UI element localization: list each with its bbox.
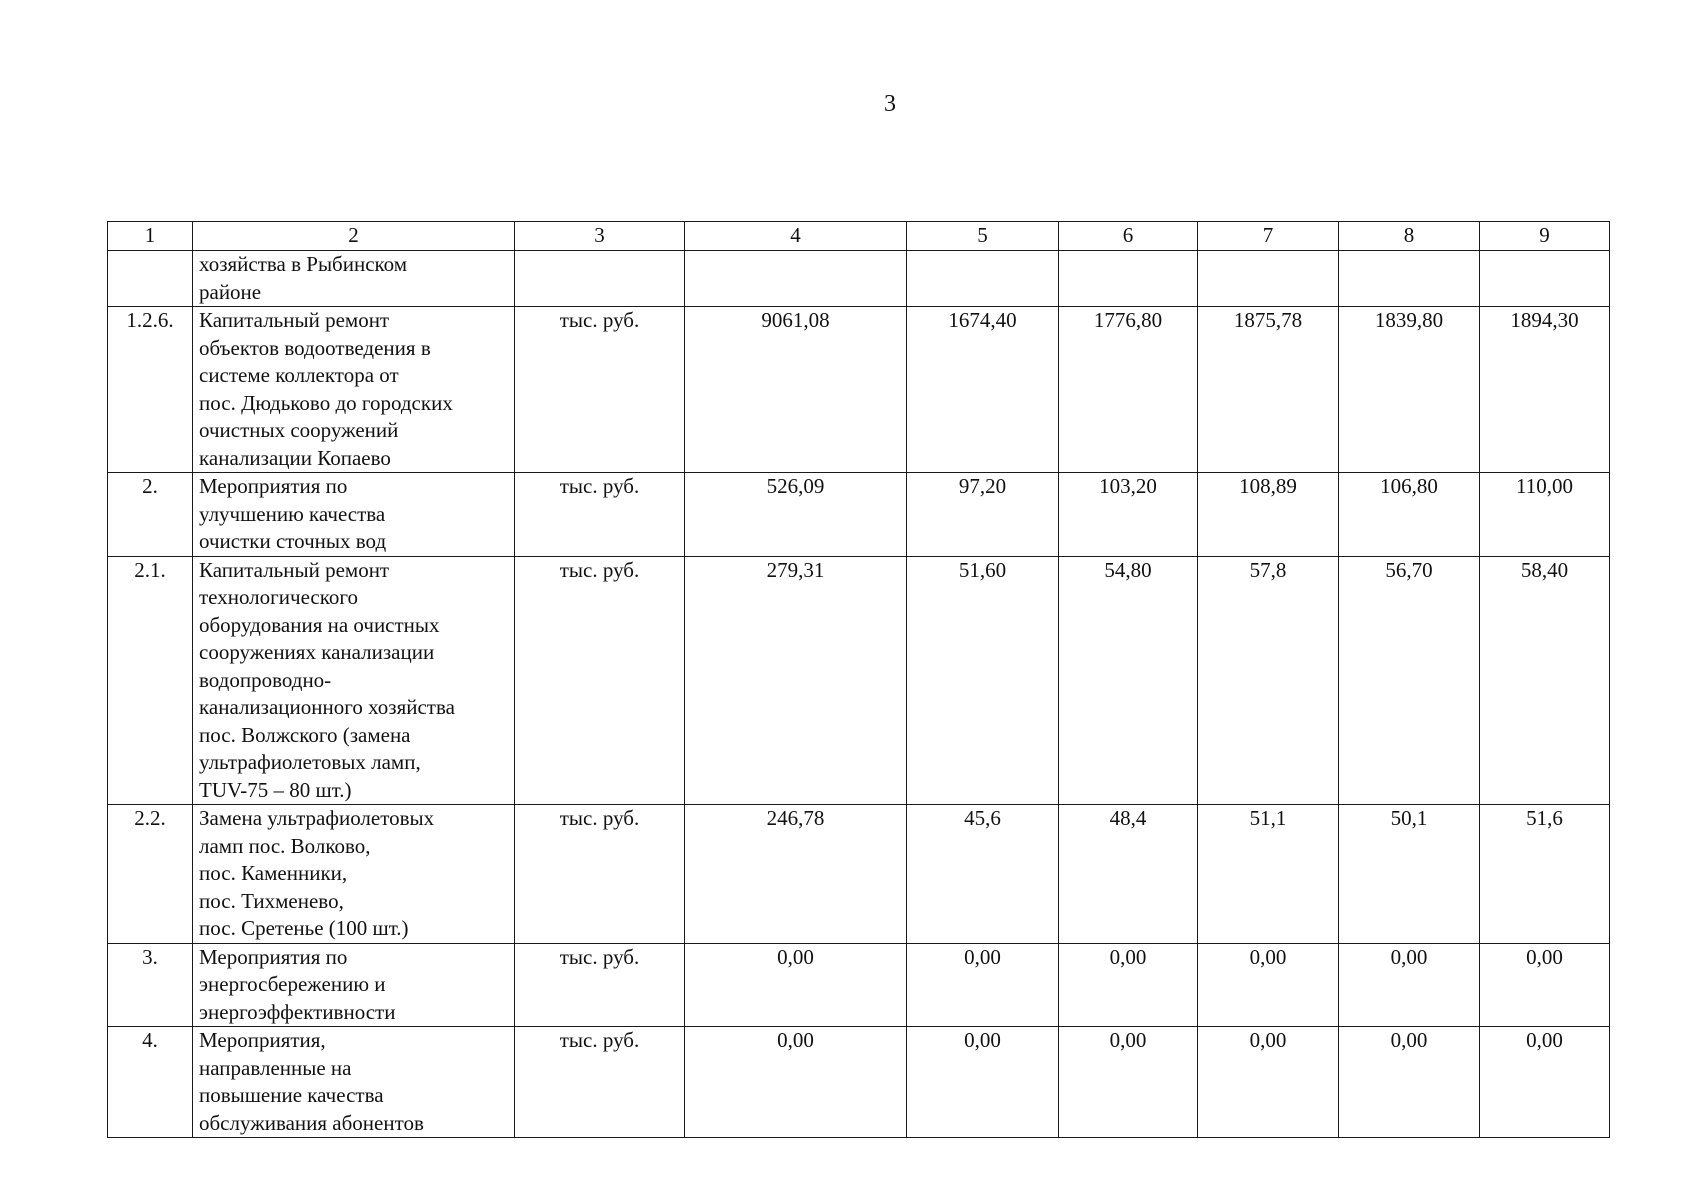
row-value-cell-col-4: 0,00 bbox=[685, 943, 907, 1027]
row-name-cell bbox=[193, 1027, 515, 1138]
column-number-header-row bbox=[108, 222, 1610, 251]
row-name-line: Замена ультрафиолетовых bbox=[199, 806, 435, 830]
row-value-cell-col-8: 50,1 bbox=[1339, 805, 1480, 944]
row-value-cell-col-8: 56,70 bbox=[1339, 556, 1480, 805]
row-value-cell-col-9: 0,00 bbox=[1480, 1027, 1610, 1138]
row-value-cell-col-4 bbox=[685, 251, 907, 307]
row-value-cell-col-4: 246,78 bbox=[685, 805, 907, 944]
row-unit-cell: тыс. руб. bbox=[515, 943, 685, 1027]
row-name-cell bbox=[193, 805, 515, 944]
row-name-line: Капитальный ремонт bbox=[199, 557, 390, 582]
row-value-cell-col-6: 103,20 bbox=[1059, 473, 1198, 557]
column-header-7: 7 bbox=[1198, 222, 1339, 251]
row-value-cell-col-9 bbox=[1480, 251, 1610, 307]
row-name-line: пос. Тихменево, bbox=[199, 888, 344, 913]
row-value-cell-col-4: 526,09 bbox=[685, 473, 907, 557]
row-name-cell bbox=[193, 556, 515, 805]
row-value-cell-col-5: 1674,40 bbox=[907, 307, 1059, 473]
row-value-cell-col-8: 0,00 bbox=[1339, 1027, 1480, 1138]
row-value-cell-col-5: 97,20 bbox=[907, 473, 1059, 557]
column-header-3: 3 bbox=[515, 222, 685, 251]
column-header-6: 6 bbox=[1059, 222, 1198, 251]
row-value-cell-col-7: 51,1 bbox=[1198, 805, 1339, 944]
row-name-line: улучшению качества bbox=[199, 501, 386, 526]
row-name-line: системе коллектора от bbox=[199, 363, 399, 387]
row-number-cell: 2. bbox=[108, 473, 193, 557]
row-value-cell-col-4: 9061,08 bbox=[685, 307, 907, 473]
table-row bbox=[108, 805, 1610, 944]
row-name-line: пос. Сретенье (100 шт.) bbox=[199, 916, 409, 940]
row-value-cell-col-7: 0,00 bbox=[1198, 943, 1339, 1027]
row-name-line: ультрафиолетовых ламп, bbox=[199, 750, 421, 774]
row-number-cell bbox=[108, 251, 193, 307]
column-header-1: 1 bbox=[108, 222, 193, 251]
row-name-line: энергоэффективности bbox=[199, 999, 396, 1024]
row-name-line: TUV-75 – 80 шт.) bbox=[199, 777, 352, 802]
row-value-cell-col-9: 0,00 bbox=[1480, 943, 1610, 1027]
row-value-cell-col-6: 0,00 bbox=[1059, 943, 1198, 1027]
column-header-5: 5 bbox=[907, 222, 1059, 251]
row-name-line: Мероприятия по bbox=[199, 474, 348, 498]
row-unit-cell: тыс. руб. bbox=[515, 307, 685, 473]
row-name-cell bbox=[193, 943, 515, 1027]
row-unit-cell: тыс. руб. bbox=[515, 556, 685, 805]
row-name-line: канализационного хозяйства bbox=[199, 695, 455, 719]
row-value-cell-col-8: 106,80 bbox=[1339, 473, 1480, 557]
row-name-line: пос. Дюдьково до городских bbox=[199, 390, 453, 415]
row-name-line: оборудования на очистных bbox=[199, 612, 440, 637]
row-value-cell-col-4: 0,00 bbox=[685, 1027, 907, 1138]
row-name-cell bbox=[193, 251, 515, 307]
row-value-cell-col-5: 0,00 bbox=[907, 943, 1059, 1027]
row-value-cell-col-8 bbox=[1339, 251, 1480, 307]
column-header-9: 9 bbox=[1480, 222, 1610, 251]
row-value-cell-col-7: 57,8 bbox=[1198, 556, 1339, 805]
expenditure-table bbox=[107, 221, 1610, 1138]
row-unit-cell bbox=[515, 251, 685, 307]
row-value-cell-col-4: 279,31 bbox=[685, 556, 907, 805]
row-unit-cell: тыс. руб. bbox=[515, 473, 685, 557]
row-value-cell-col-5: 0,00 bbox=[907, 1027, 1059, 1138]
row-name-line: повышение качества bbox=[199, 1083, 384, 1107]
row-name-line: объектов водоотведения в bbox=[199, 335, 431, 360]
row-value-cell-col-8: 0,00 bbox=[1339, 943, 1480, 1027]
row-name-cell bbox=[193, 307, 515, 473]
row-name-line: канализации Копаево bbox=[199, 445, 391, 470]
row-name-line: технологического bbox=[199, 585, 358, 609]
row-value-cell-col-7 bbox=[1198, 251, 1339, 307]
row-value-cell-col-9: 1894,30 bbox=[1480, 307, 1610, 473]
row-name-line: обслуживания абонентов bbox=[199, 1110, 424, 1135]
row-number-cell: 3. bbox=[108, 943, 193, 1027]
row-value-cell-col-6: 54,80 bbox=[1059, 556, 1198, 805]
row-name-line: направленные на bbox=[199, 1055, 352, 1080]
table-row bbox=[108, 943, 1610, 1027]
table-row bbox=[108, 1027, 1610, 1138]
row-value-cell-col-7: 0,00 bbox=[1198, 1027, 1339, 1138]
row-name-line: ламп пос. Волково, bbox=[199, 833, 371, 858]
row-value-cell-col-6 bbox=[1059, 251, 1198, 307]
row-name-line: Мероприятия, bbox=[199, 1028, 326, 1052]
expenditure-table-container bbox=[107, 221, 1610, 1138]
column-header-2: 2 bbox=[193, 222, 515, 251]
row-value-cell-col-9: 110,00 bbox=[1480, 473, 1610, 557]
row-value-cell-col-9: 51,6 bbox=[1480, 805, 1610, 944]
row-name-cell bbox=[193, 473, 515, 557]
row-value-cell-col-6: 1776,80 bbox=[1059, 307, 1198, 473]
row-value-cell-col-9: 58,40 bbox=[1480, 556, 1610, 805]
row-value-cell-col-7: 108,89 bbox=[1198, 473, 1339, 557]
row-value-cell-col-5 bbox=[907, 251, 1059, 307]
row-value-cell-col-6: 48,4 bbox=[1059, 805, 1198, 944]
row-number-cell: 2.2. bbox=[108, 805, 193, 944]
row-name-line: пос. Каменники, bbox=[199, 861, 348, 885]
row-value-cell-col-8: 1839,80 bbox=[1339, 307, 1480, 473]
row-name-line: сооружениях канализации bbox=[199, 640, 435, 664]
row-name-line: очистных сооружений bbox=[199, 418, 399, 442]
table-row bbox=[108, 473, 1610, 557]
column-header-8: 8 bbox=[1339, 222, 1480, 251]
table-row bbox=[108, 251, 1610, 307]
table-row bbox=[108, 307, 1610, 473]
row-name-line: районе bbox=[199, 279, 262, 304]
row-name-line: хозяйства в Рыбинском bbox=[199, 252, 408, 276]
column-header-4: 4 bbox=[685, 222, 907, 251]
table-row bbox=[108, 556, 1610, 805]
row-name-line: очистки сточных вод bbox=[199, 529, 387, 553]
page-number: 3 bbox=[884, 91, 896, 117]
row-number-cell: 4. bbox=[108, 1027, 193, 1138]
row-value-cell-col-6: 0,00 bbox=[1059, 1027, 1198, 1138]
row-name-line: водопроводно- bbox=[199, 667, 332, 692]
row-value-cell-col-5: 45,6 bbox=[907, 805, 1059, 944]
row-name-line: энергосбережению и bbox=[199, 972, 386, 996]
row-value-cell-col-5: 51,60 bbox=[907, 556, 1059, 805]
row-value-cell-col-7: 1875,78 bbox=[1198, 307, 1339, 473]
table-body bbox=[108, 222, 1610, 1138]
row-unit-cell: тыс. руб. bbox=[515, 1027, 685, 1138]
row-name-line: Капитальный ремонт bbox=[199, 308, 390, 332]
row-number-cell: 1.2.6. bbox=[108, 307, 193, 473]
row-unit-cell: тыс. руб. bbox=[515, 805, 685, 944]
row-name-line: Мероприятия по bbox=[199, 944, 348, 969]
row-name-line: пос. Волжского (замена bbox=[199, 722, 411, 747]
row-number-cell: 2.1. bbox=[108, 556, 193, 805]
